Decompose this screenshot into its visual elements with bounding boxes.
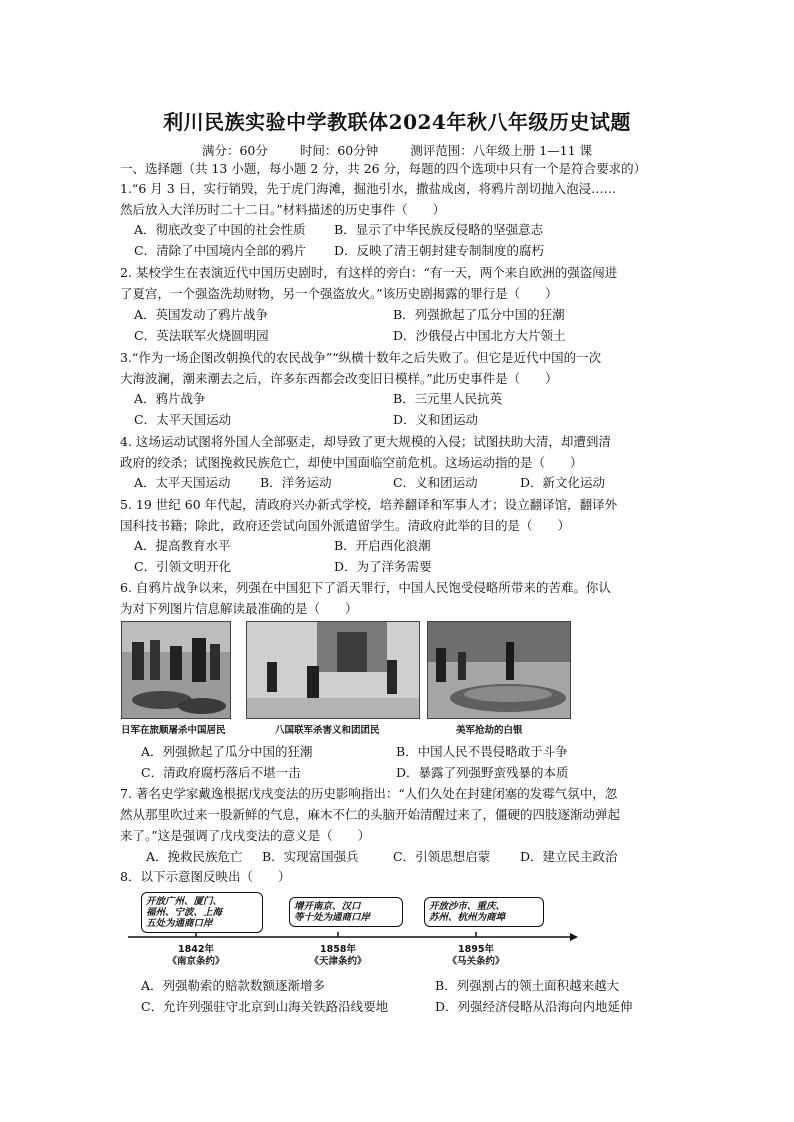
- q2-option-d: D．沙俄侵占中国北方大片领土: [393, 328, 566, 343]
- q3-stem-2: 大海波澜，潮来潮去之后，许多东西都会改变旧日模样。”此历史事件是（ ）: [120, 371, 558, 386]
- meta-score: 满分：60分: [201, 143, 268, 158]
- photo-boxer-graphic: [247, 622, 419, 718]
- q8-option-a: A．列强勒索的赔款数额逐渐增多: [141, 978, 326, 993]
- q4-option-c: C．义和团运动: [393, 475, 478, 490]
- q6-option-b: B．中国人民不畏侵略敢于斗争: [396, 744, 568, 759]
- q1-stem-2: 然后放入大洋历时二十二日。”材料描述的历史事件（ ）: [120, 202, 446, 217]
- box-1842-line-3: 五处为通商口岸: [146, 918, 213, 929]
- q7-option-b: B．实现富国强兵: [262, 849, 359, 864]
- q4-option-d: D．新文化运动: [520, 475, 606, 490]
- q2-option-c: C．英法联军火烧圆明园: [134, 328, 269, 343]
- q5-option-a: A．提高教育水平: [134, 538, 231, 553]
- q1-option-b: B．显示了中华民族反侵略的坚强意志: [334, 222, 544, 237]
- q7-stem-2: 然从那里吹过来一股新鲜的气息，麻木不仁的头脑开始清醒过来了，僵硬的四肢逐渐动弹起: [120, 807, 621, 822]
- q2-option-a: A．英国发动了鸦片战争: [134, 307, 269, 322]
- timeline-year-1858: 1858年: [320, 944, 356, 955]
- photo-caption-2: 八国联军杀害义和团团民: [275, 725, 380, 736]
- q3-option-d: D．义和团运动: [393, 412, 479, 427]
- q7-stem-1: 7. 著名史学家戴逸根据戊戌变法的历史影响指出：“人们久处在封建闭塞的发霉气氛中，忽: [120, 786, 618, 801]
- q2-stem-1: 2. 某校学生在表演近代中国历史剧时，有这样的旁白：“有一天，两个来自欧洲的强盗闯进: [120, 265, 618, 280]
- exam-title: 利川民族实验中学教联体2024年秋八年级历史试题: [163, 110, 631, 134]
- photo-lushun-massacre: [121, 621, 231, 719]
- q4-option-b: B．洋务运动: [260, 475, 332, 490]
- timeline-box-1895: [424, 897, 544, 927]
- q4-stem-2: 政府的绞杀；试图挽救民族危亡，却使中国面临空前危机。这场运动指的是（ ）: [120, 455, 583, 470]
- box-1842-line-1: 开放广州、厦门、: [146, 896, 223, 907]
- photo-caption-3: 美军抢劫的白银: [456, 725, 523, 736]
- q6-option-c: C．清政府腐朽落后不堪一击: [141, 765, 301, 780]
- section-heading: 一、选择题（共 13 小题，每小题 2 分，共 26 分，每题的四个选项中只有一个是符合要求的）: [120, 161, 647, 176]
- q6-option-d: D．暴露了列强野蛮残暴的本质: [396, 765, 569, 780]
- box-1858-line-1: 增开南京、汉口: [294, 901, 361, 912]
- q5-option-c: C．引领文明开化: [134, 559, 232, 574]
- timeline-treaty-1858: 《天津条约》: [309, 956, 367, 967]
- q3-option-c: C．太平天国运动: [134, 412, 232, 427]
- q8-option-d: D．列强经济侵略从沿海向内地延伸: [435, 999, 633, 1014]
- q5-stem-1: 5. 19 世纪 60 年代起，清政府兴办新式学校，培养翻译和军事人才；设立翻译馆，翻译外: [120, 497, 618, 512]
- photo-silver-graphic: [428, 622, 570, 718]
- photo-looted-silver: [427, 621, 571, 719]
- q1-option-a: A．彻底改变了中国的社会性质: [134, 222, 306, 237]
- q8-stem: 8．以下示意图反映出（ ）: [120, 869, 291, 884]
- photo-boxer-execution: [246, 621, 420, 719]
- q3-stem-1: 3.“作为一场企图改朝换代的农民战争”“纵横十数年之后失败了。但它是近代中国的一次: [120, 350, 602, 365]
- meta-time: 时间：60分钟: [299, 143, 379, 158]
- timeline-year-1842: 1842年: [178, 944, 214, 955]
- timeline-box-1858: [289, 897, 403, 927]
- q1-stem-1: 1.“6 月 3 日，实行销毁，先于虎门海滩，掘池引水，撒盐成卤，将鸦片剖切抛入泡浸……: [120, 181, 617, 196]
- photo-lushun-graphic: [122, 622, 230, 718]
- q7-stem-3: 来了。”这是强调了戊戌变法的意义是（ ）: [120, 828, 371, 843]
- timeline-treaty-1895: 《马关条约》: [447, 956, 505, 967]
- q3-option-a: A．鸦片战争: [134, 391, 206, 406]
- box-1895-line-1: 开放沙市、重庆、: [429, 901, 506, 912]
- q4-option-a: A．太平天国运动: [134, 475, 231, 490]
- q5-option-d: D．为了洋务需要: [334, 559, 432, 574]
- q3-option-b: B．三元里人民抗英: [393, 391, 503, 406]
- q5-stem-2: 国科技书籍；除此，政府还尝试向国外派遣留学生。清政府此举的目的是（ ）: [120, 518, 571, 533]
- q6-stem-1: 6. 自鸦片战争以来，列强在中国犯下了滔天罪行，中国人民饱受侵略所带来的苦难。你认: [120, 580, 611, 595]
- q8-option-c: C．允许列强驻守北京到山海关铁路沿线要地: [141, 999, 389, 1014]
- q6-stem-2: 为对下列图片信息解读最准确的是（ ）: [120, 601, 358, 616]
- timeline-treaty-1842: 《南京条约》: [167, 956, 225, 967]
- photo-caption-1: 日军在旅顺屠杀中国居民: [121, 725, 226, 736]
- q7-option-d: D．建立民主政治: [520, 849, 618, 864]
- meta-scope: 测评范围：八年级上册 1—11 课: [410, 143, 593, 158]
- q7-option-a: A．挽救民族危亡: [146, 849, 243, 864]
- q1-option-d: D．反映了清王朝封建专制制度的腐朽: [334, 243, 545, 258]
- q8-option-b: B．列强割占的领土面积越来越大: [435, 978, 620, 993]
- q5-option-b: B．开启西化浪潮: [334, 538, 431, 553]
- box-1895-line-2: 苏州、杭州为商埠: [429, 912, 506, 923]
- box-1858-line-2: 等十处为通商口岸: [294, 912, 371, 923]
- timeline-year-1895: 1895年: [458, 944, 494, 955]
- q6-option-a: A．列强掀起了瓜分中国的狂潮: [141, 744, 313, 759]
- box-1842-line-2: 福州、宁波、上海: [146, 907, 223, 918]
- q2-stem-2: 了夏宫，一个强盗洗劫财物，另一个强盗放火。”该历史剧揭露的罪行是（ ）: [120, 286, 558, 301]
- timeline-box-1842: [141, 892, 263, 933]
- q1-option-c: C．清除了中国境内全部的鸦片: [134, 243, 307, 258]
- q2-option-b: B．列强掀起了瓜分中国的狂潮: [393, 307, 565, 322]
- exam-meta: [0, 141, 794, 159]
- q7-option-c: C．引领思想启蒙: [393, 849, 491, 864]
- q4-stem-1: 4. 这场运动试图将外国人全部驱走，却导致了更大规模的入侵；试图扶助大清，却遭到清: [120, 434, 611, 449]
